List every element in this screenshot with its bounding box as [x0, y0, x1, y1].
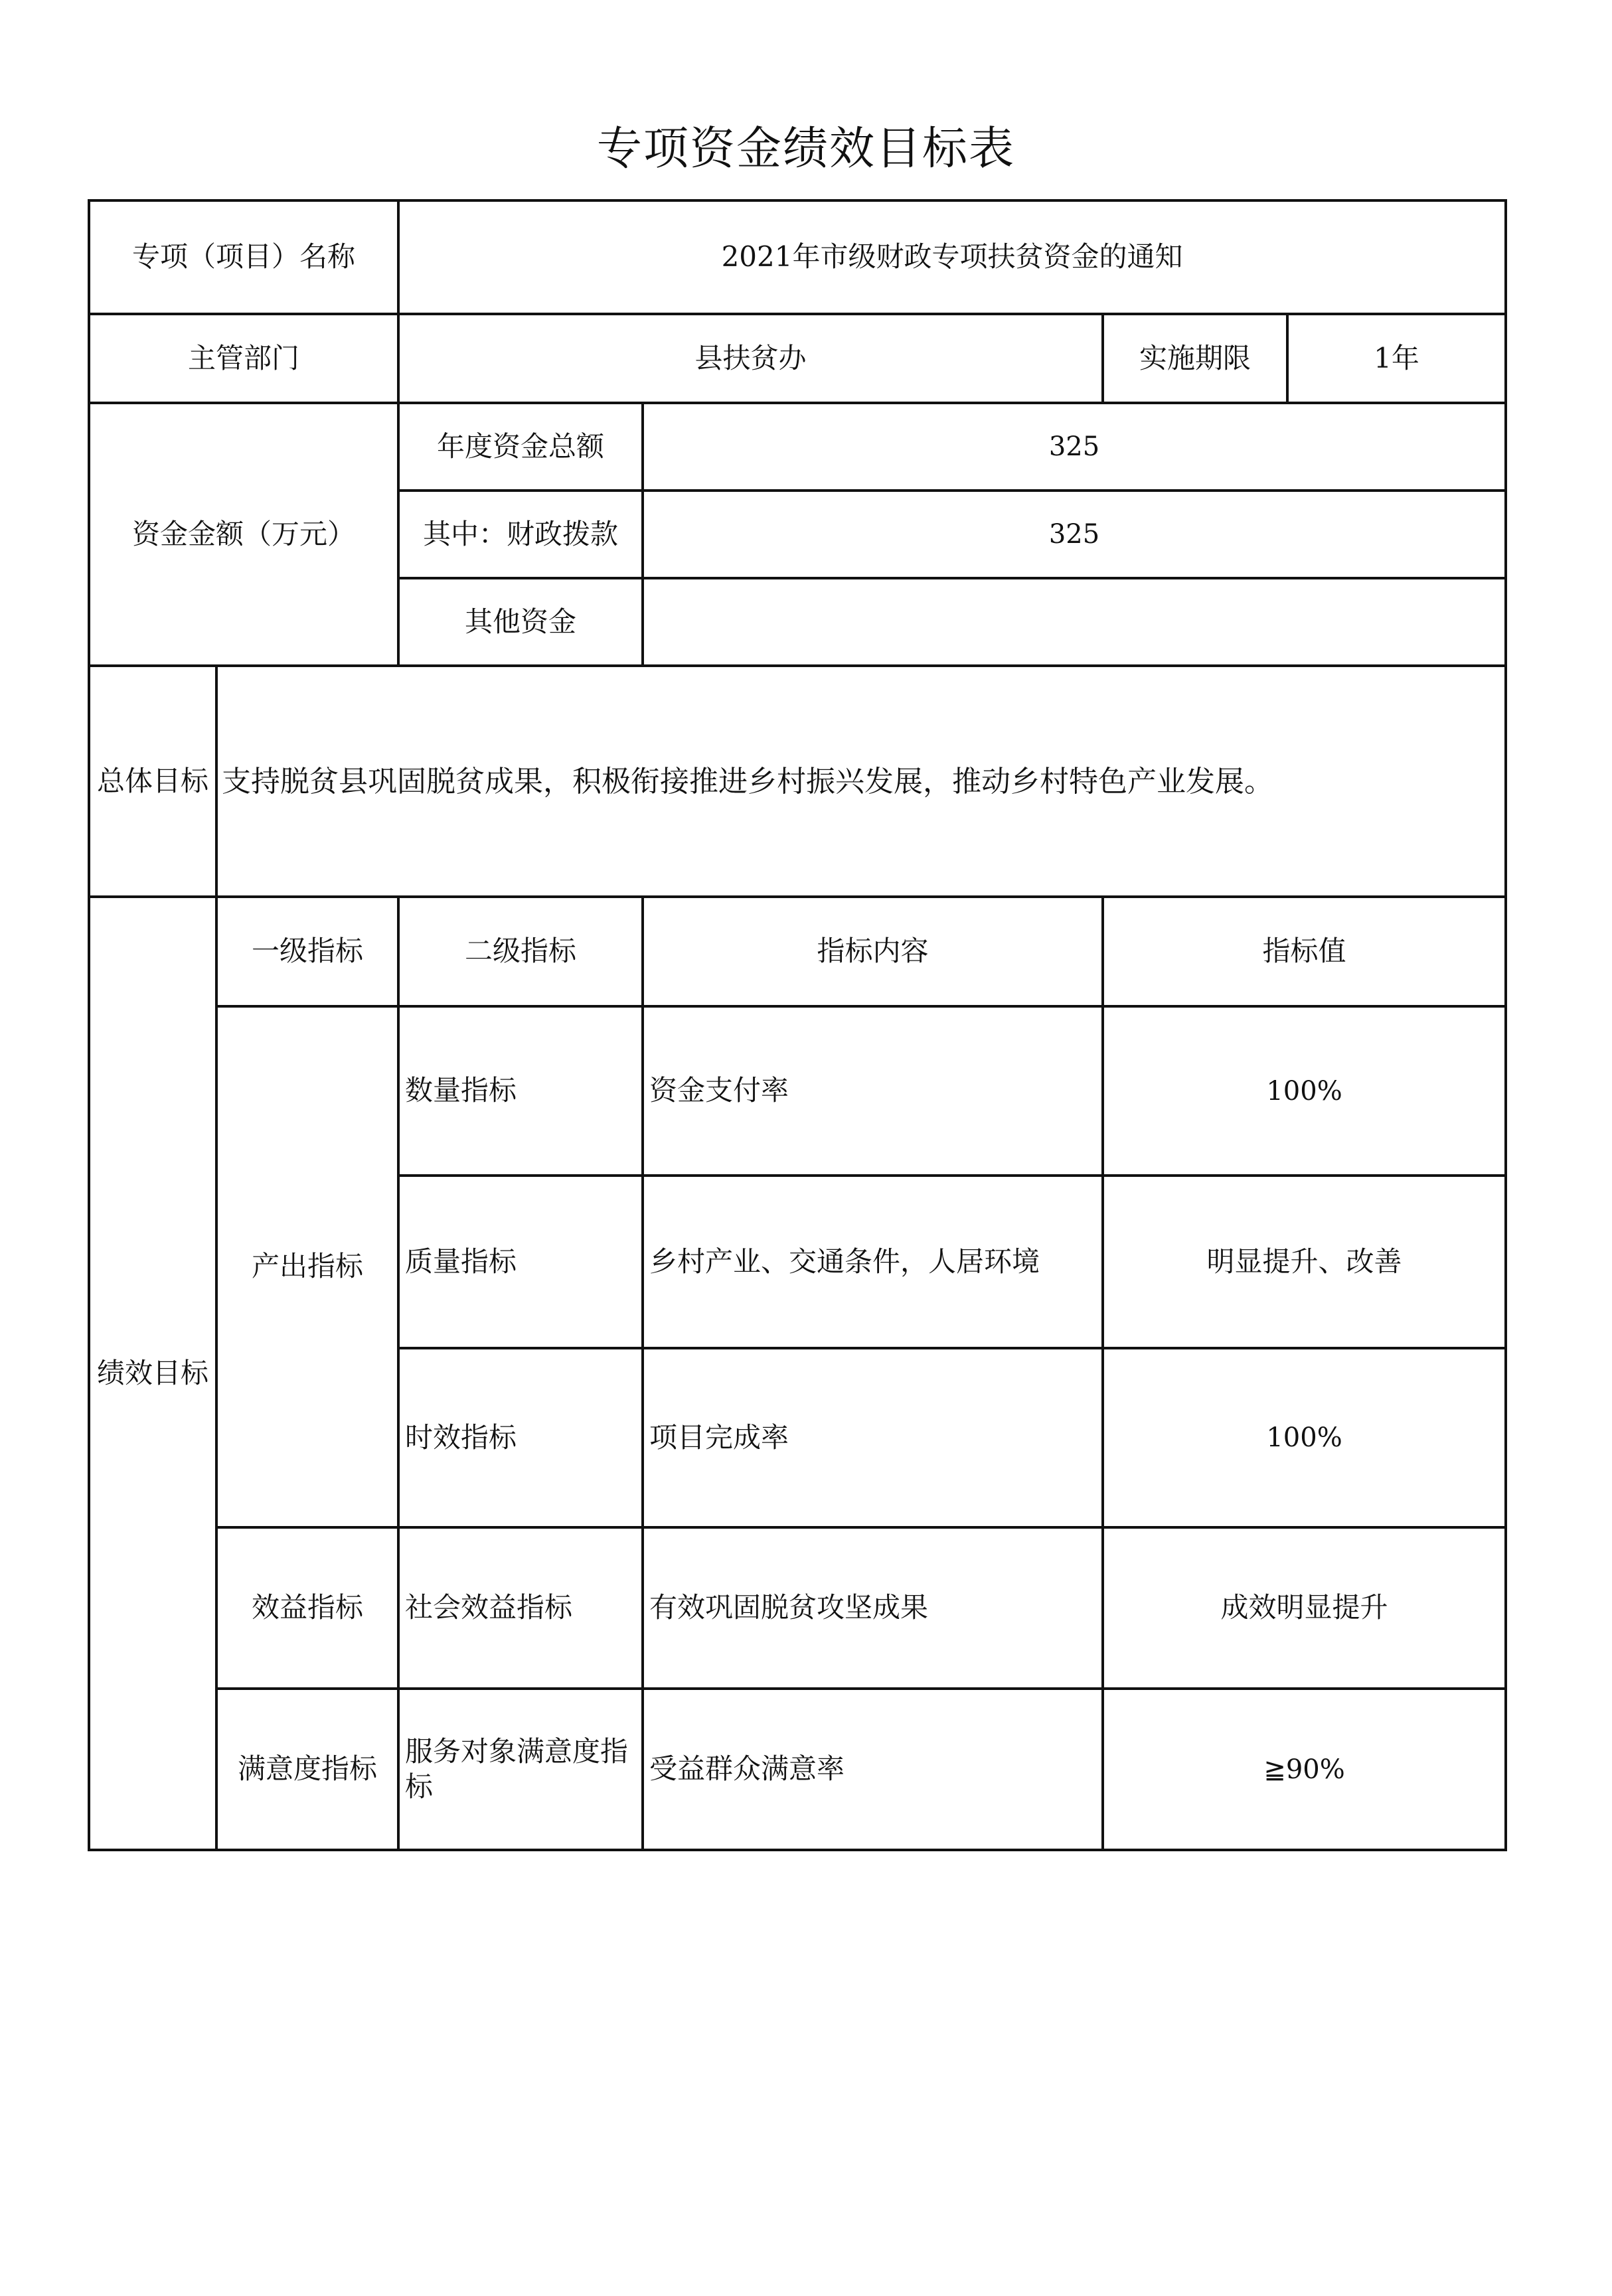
period-label: 实施期限	[1103, 314, 1287, 403]
indicator-value: 100%	[1103, 1006, 1506, 1176]
indicator-content: 有效巩固脱贫攻坚成果	[643, 1527, 1103, 1689]
level2-indicator: 社会效益指标	[398, 1527, 643, 1689]
overall-goal-row	[89, 666, 1506, 897]
page-title: 专项资金绩效目标表	[596, 123, 1015, 175]
performance-goal-label: 绩效目标	[89, 897, 216, 1850]
indicator-content: 资金支付率	[643, 1006, 1103, 1176]
funds-label: 资金金额（万元）	[89, 403, 398, 666]
funds-row-value: 325	[643, 491, 1506, 578]
indicator-content: 受益群众满意率	[643, 1689, 1103, 1850]
project-name-value: 2021年市级财政专项扶贫资金的通知	[398, 200, 1506, 314]
level2-indicator: 质量指标	[398, 1176, 643, 1348]
header-value: 指标值	[1103, 897, 1506, 1006]
indicator-value: 明显提升、改善	[1103, 1176, 1506, 1348]
funds-row-value	[643, 578, 1506, 666]
indicator-content: 乡村产业、交通条件，人居环境	[643, 1176, 1103, 1348]
project-name-row	[89, 200, 1506, 314]
department-value: 县扶贫办	[398, 314, 1103, 403]
level2-indicator: 时效指标	[398, 1348, 643, 1527]
indicator-value: ≧90%	[1103, 1689, 1506, 1850]
indicator-value: 成效明显提升	[1103, 1527, 1506, 1689]
level2-indicator: 数量指标	[398, 1006, 643, 1176]
level1-indicator: 产出指标	[216, 1006, 398, 1527]
indicator-value: 100%	[1103, 1348, 1506, 1527]
header-level1: 一级指标	[216, 897, 398, 1006]
level2-indicator: 服务对象满意度指标	[398, 1689, 643, 1850]
project-name-label: 专项（项目）名称	[89, 200, 398, 314]
period-value: 1年	[1287, 314, 1506, 403]
indicator-row	[89, 1689, 1506, 1850]
level1-indicator: 效益指标	[216, 1527, 398, 1689]
indicator-row	[89, 1527, 1506, 1689]
overall-goal-label: 总体目标	[89, 666, 216, 897]
header-content: 指标内容	[643, 897, 1103, 1006]
indicator-row	[89, 1006, 1506, 1176]
department-row	[89, 314, 1506, 403]
performance-goal-table	[88, 199, 1507, 1851]
funds-row-value: 325	[643, 403, 1506, 491]
funds-row	[89, 403, 1506, 491]
funds-row-label: 其他资金	[398, 578, 643, 666]
funds-row-label: 其中：财政拨款	[398, 491, 643, 578]
level1-indicator: 满意度指标	[216, 1689, 398, 1850]
header-level2: 二级指标	[398, 897, 643, 1006]
overall-goal-text: 支持脱贫县巩固脱贫成果，积极衔接推进乡村振兴发展，推动乡村特色产业发展。	[216, 666, 1506, 897]
indicator-header-row	[89, 897, 1506, 1006]
department-label: 主管部门	[89, 314, 398, 403]
funds-row-label: 年度资金总额	[398, 403, 643, 491]
indicator-content: 项目完成率	[643, 1348, 1103, 1527]
